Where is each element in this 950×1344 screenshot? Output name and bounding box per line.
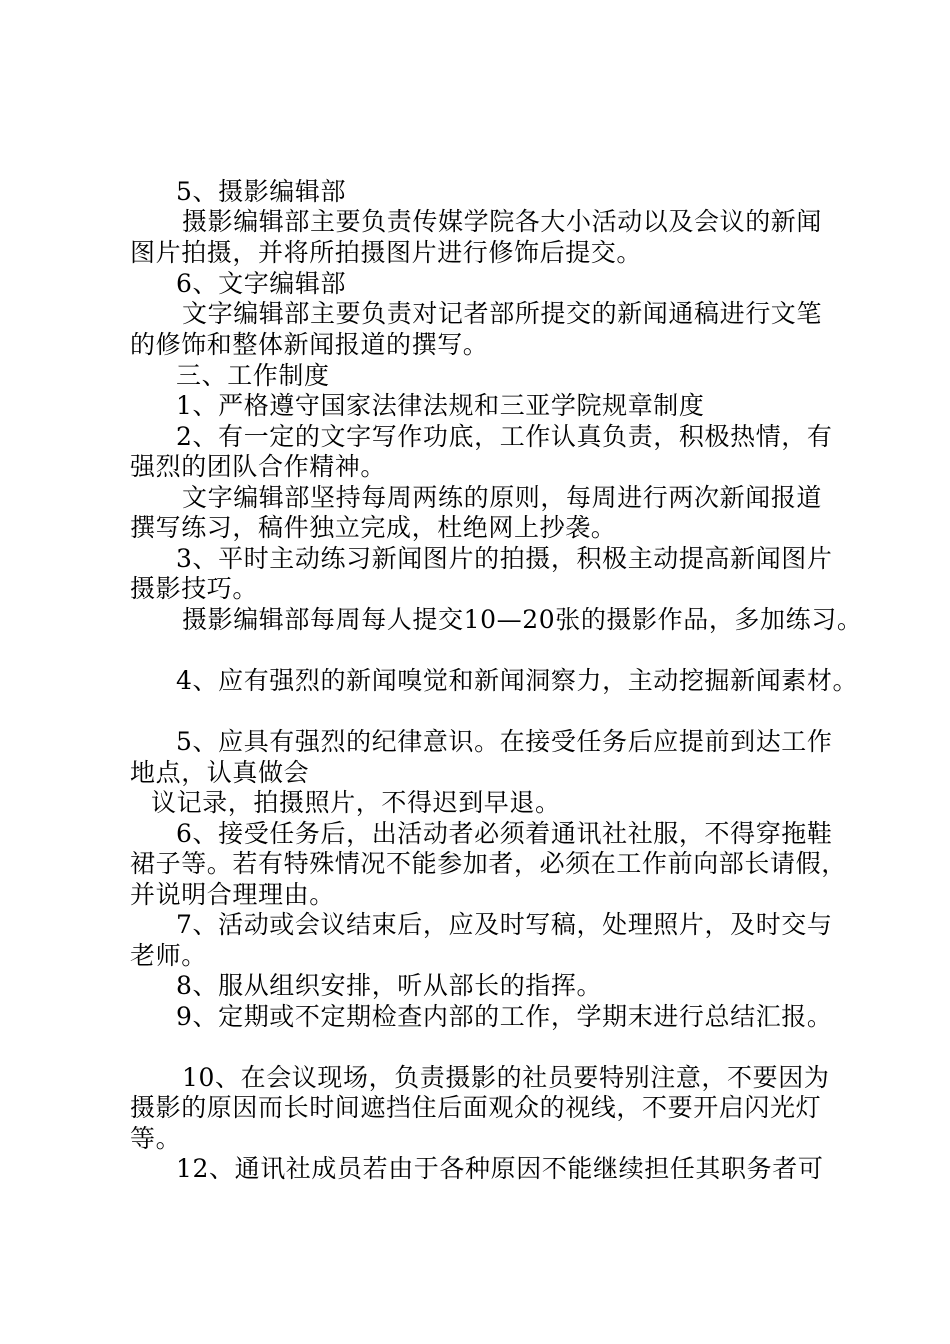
rule-item: 4、应有强烈的新闻嗅觉和新闻洞察力，主动挖掘新闻素材。 bbox=[176, 666, 859, 695]
paragraph-line: 摄影编辑部主要负责传媒学院各大小活动以及会议的新闻 bbox=[182, 207, 823, 236]
rule-item: 等。 bbox=[130, 1124, 182, 1153]
heading-photo-editing: 5、摄影编辑部 bbox=[176, 177, 347, 206]
rule-item: 摄影的原因而长时间遮挡住后面观众的视线，不要开启闪光灯 bbox=[130, 1093, 822, 1122]
rule-item: 3、平时主动练习新闻图片的拍摄，积极主动提高新闻图片 bbox=[176, 544, 833, 573]
paragraph-line: 图片拍摄，并将所拍摄图片进行修饰后提交。 bbox=[130, 238, 643, 267]
rule-item: 8、服从组织安排，听从部长的指挥。 bbox=[176, 971, 603, 1000]
rule-item: 2、有一定的文字写作功底，工作认真负责，积极热情，有 bbox=[176, 422, 833, 451]
rule-item: 1、严格遵守国家法律法规和三亚学院规章制度 bbox=[176, 391, 705, 420]
rule-item: 摄影技巧。 bbox=[130, 574, 259, 603]
heading-text-editing: 6、文字编辑部 bbox=[176, 269, 347, 298]
paragraph-line: 撰写练习，稿件独立完成，杜绝网上抄袭。 bbox=[130, 513, 617, 542]
paragraph-line: 文字编辑部主要负责对记者部所提交的新闻通稿进行文笔 bbox=[182, 299, 823, 328]
rule-item: 强烈的团队合作精神。 bbox=[130, 452, 387, 481]
rule-item: 9、定期或不定期检查内部的工作，学期末进行总结汇报。 bbox=[176, 1002, 833, 1031]
rule-item: 12、通讯社成员若由于各种原因不能继续担任其职务者可 bbox=[176, 1154, 824, 1183]
rule-item: 10、在会议现场，负责摄影的社员要特别注意，不要因为 bbox=[182, 1063, 830, 1092]
rule-item: 7、活动或会议结束后，应及时写稿，处理照片，及时交与 bbox=[176, 910, 833, 939]
paragraph-line: 文字编辑部坚持每周两练的原则，每周进行两次新闻报道 bbox=[182, 483, 823, 512]
rule-item: 老师。 bbox=[130, 941, 207, 970]
rule-item: 并说明合理理由。 bbox=[130, 880, 335, 909]
rule-item: 地点，认真做会 bbox=[130, 758, 310, 787]
heading-work-rules: 三、工作制度 bbox=[176, 361, 330, 390]
rule-item: 5、应具有强烈的纪律意识。在接受任务后应提前到达工作 bbox=[176, 727, 833, 756]
rule-item: 6、接受任务后，出活动者必须着通讯社社服，不得穿拖鞋 bbox=[176, 819, 833, 848]
paragraph-line: 的修饰和整体新闻报道的撰写。 bbox=[130, 330, 489, 359]
paragraph-line: 摄影编辑部每周每人提交10—20张的摄影作品，多加练习。 bbox=[182, 605, 863, 634]
rule-item: 议记录，拍摄照片，不得迟到早退。 bbox=[151, 788, 561, 817]
rule-item: 裙子等。若有特殊情况不能参加者，必须在工作前向部长请假， bbox=[130, 849, 847, 878]
